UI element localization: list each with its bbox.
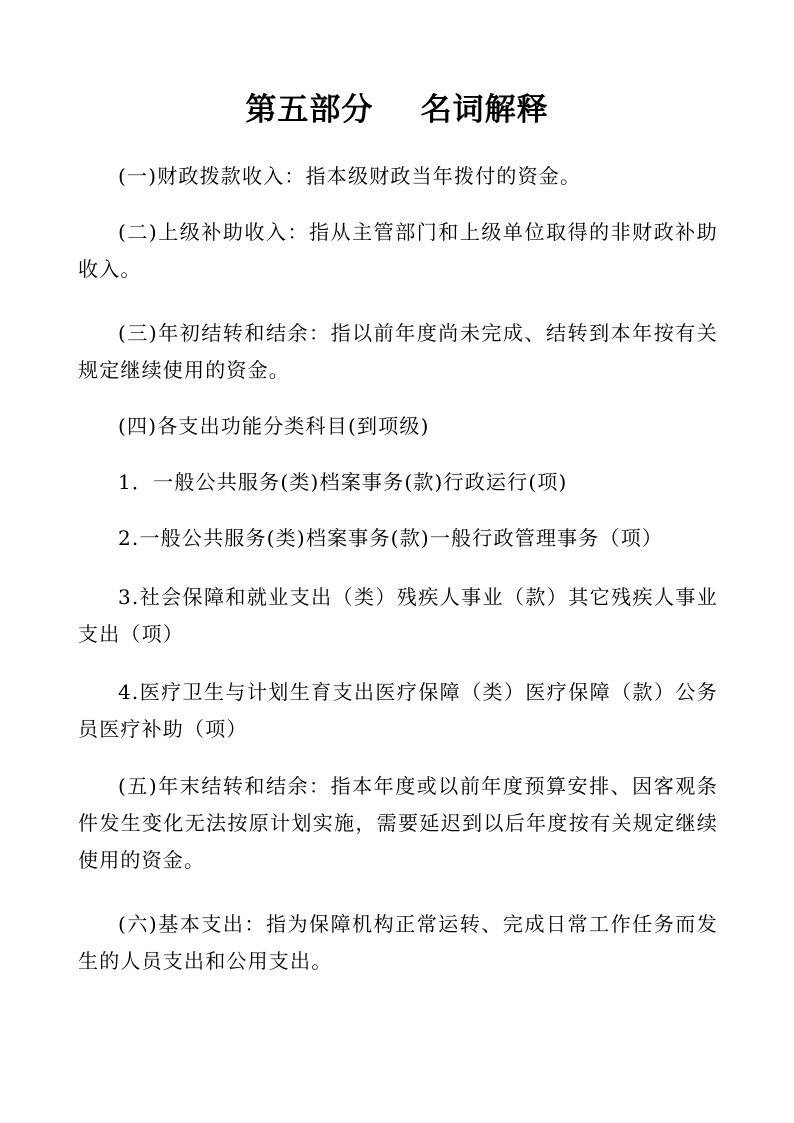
paragraph-fiscal-appropriation-income: (一)财政拨款收入：指本级财政当年拨付的资金。 bbox=[118, 164, 582, 188]
paragraph-item-2: 2.一般公共服务(类)档案事务(款)一般行政管理事务（项） bbox=[118, 526, 664, 550]
paragraph-item-4: 4.医疗卫生与计划生育支出医疗保障（类）医疗保障（款）公务员医疗补助（项） bbox=[78, 680, 718, 741]
paragraph-expenditure-classification: (四)各支出功能分类科目(到项级) bbox=[118, 414, 430, 438]
page-title: 第五部分 名词解释 bbox=[245, 92, 549, 128]
paragraph-superior-subsidy-income: (二)上级补助收入：指从主管部门和上级单位取得的非财政补助收入。 bbox=[78, 220, 718, 281]
paragraph-item-1: 1．一般公共服务(类)档案事务(款)行政运行(项) bbox=[118, 470, 568, 494]
paragraph-closing-carryover-balance: (五)年末结转和结余：指本年度或以前年度预算安排、因客观条件发生变化无法按原计划实施，需要延迟到以后年度按有关规定继续使用的资金。 bbox=[78, 774, 718, 872]
paragraph-basic-expenditure: (六)基本支出：指为保障机构正常运转、完成日常工作任务而发生的人员支出和公用支出。 bbox=[78, 912, 718, 973]
paragraph-opening-carryover-balance: (三)年初结转和结余：指以前年度尚未完成、结转到本年按有关规定继续使用的资金。 bbox=[78, 321, 718, 382]
paragraph-item-3: 3.社会保障和就业支出（类）残疾人事业（款）其它残疾人事业支出（项） bbox=[78, 585, 718, 646]
